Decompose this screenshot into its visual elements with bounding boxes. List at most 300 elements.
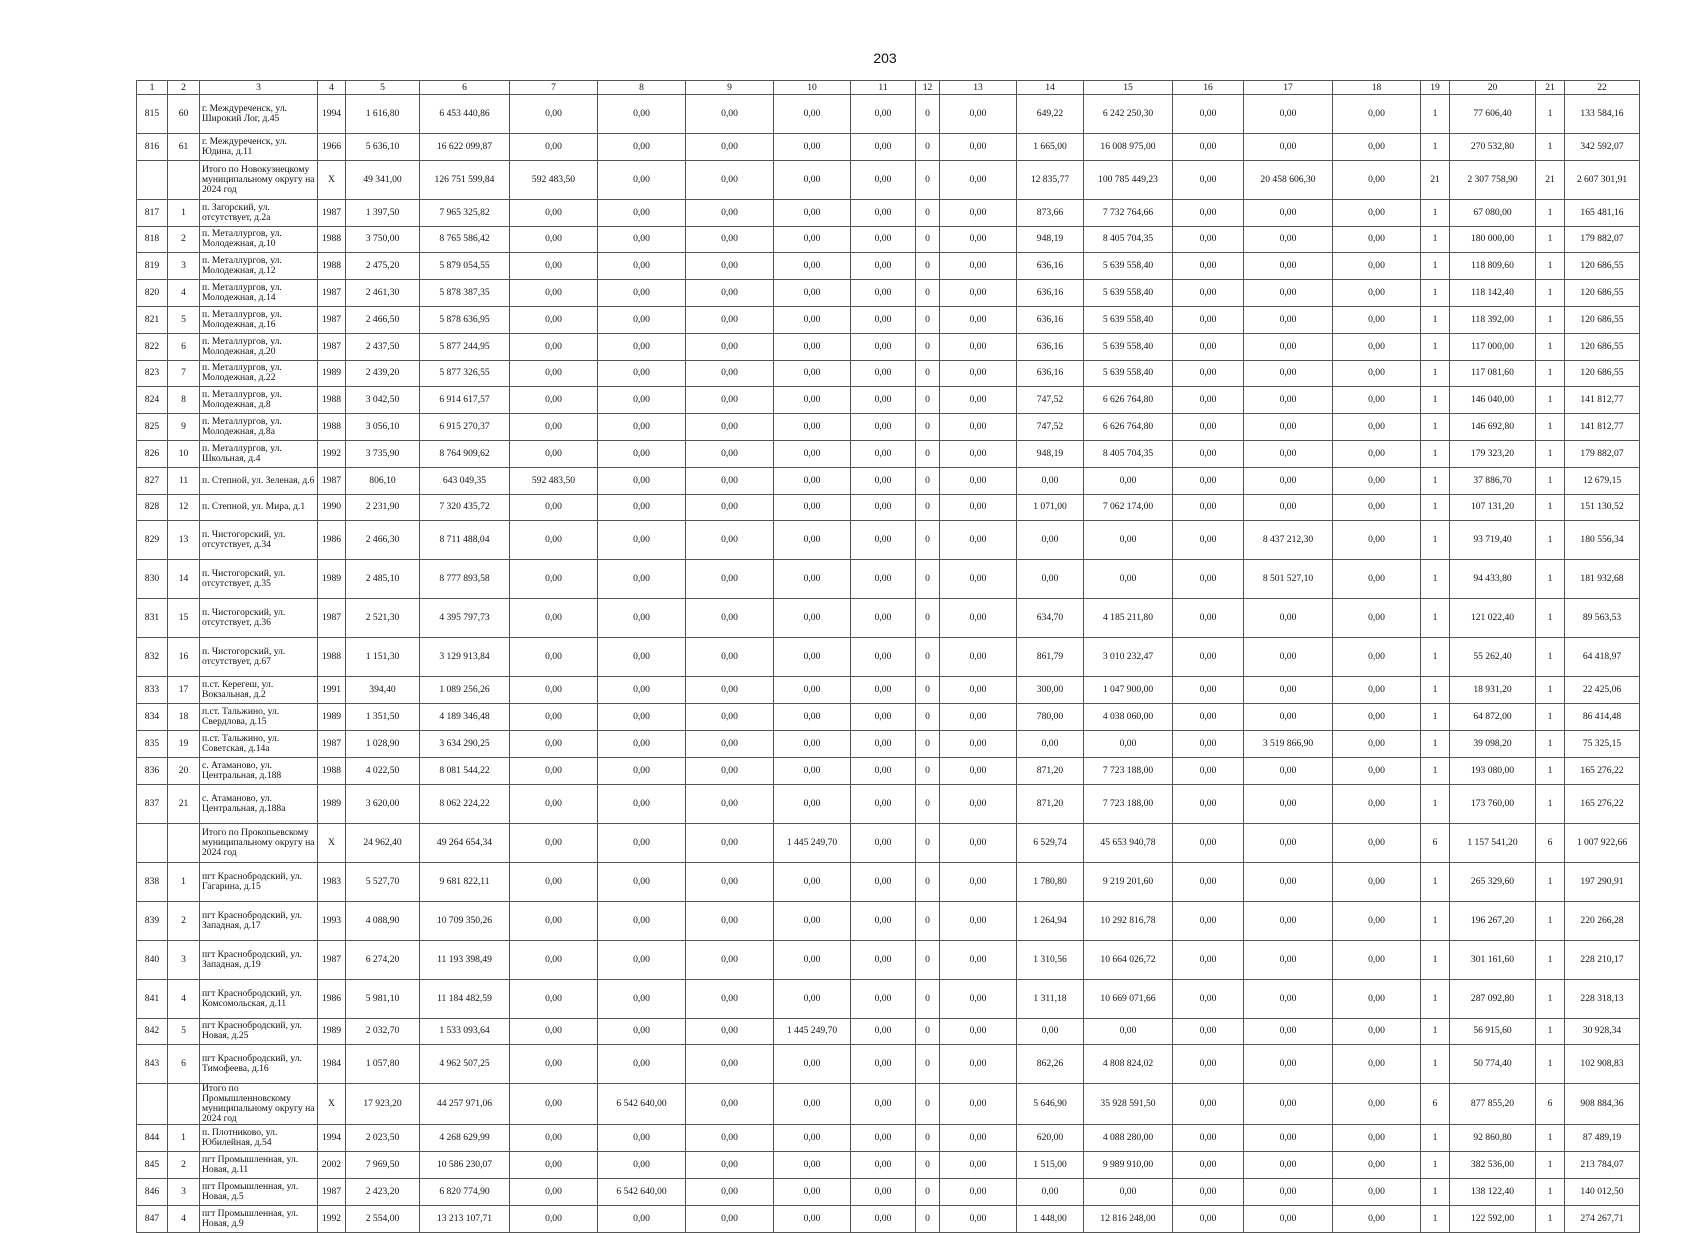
column-header: 7 (510, 81, 598, 95)
table-cell: 8 405 704,35 (1084, 226, 1173, 253)
table-cell: 0,00 (940, 494, 1017, 521)
table-cell: 67 080,00 (1450, 199, 1536, 226)
table-cell: 844 (137, 1125, 168, 1152)
table-cell: 0 (916, 560, 940, 599)
table-cell: 0,00 (598, 1152, 686, 1179)
table-cell: 0,00 (774, 387, 851, 414)
table-cell: 1 445 249,70 (774, 1018, 851, 1045)
table-cell: 24 962,40 (346, 823, 420, 862)
column-header: 8 (598, 81, 686, 95)
column-header: 10 (774, 81, 851, 95)
table-cell: 7 965 325,82 (420, 199, 510, 226)
table-cell: 0,00 (774, 1205, 851, 1232)
table-cell: 0,00 (598, 560, 686, 599)
table-cell: 18 (168, 704, 200, 731)
table-cell: 3 750,00 (346, 226, 420, 253)
table-cell: 10 709 350,26 (420, 901, 510, 940)
table-cell: 0,00 (774, 1045, 851, 1084)
table-cell: 382 536,00 (1450, 1152, 1536, 1179)
table-cell: 141 812,77 (1565, 387, 1640, 414)
table-cell: 0,00 (851, 1125, 916, 1152)
table-row (137, 134, 1640, 161)
table-cell: 0,00 (598, 467, 686, 494)
table-cell: 1 311,18 (1017, 979, 1084, 1018)
table-cell: 0,00 (1173, 1084, 1244, 1125)
total-row (137, 160, 1640, 199)
table-cell: 2 (168, 226, 200, 253)
table-cell: 1 (1421, 306, 1450, 333)
table-cell: 0 (916, 901, 940, 940)
table-cell: 12 (168, 494, 200, 521)
table-cell: 0,00 (774, 730, 851, 757)
table-cell: 4 022,50 (346, 757, 420, 784)
address-cell: пгт Краснобродский, ул. Новая, д.25 (200, 1018, 318, 1045)
address-cell: Итого по Прокопьевскому муниципальному округу на 2024 год (200, 823, 318, 862)
table-cell: 20 458 606,30 (1244, 160, 1333, 199)
table-cell (137, 823, 168, 862)
table-cell: 1994 (318, 95, 346, 134)
table-cell: 4 808 824,02 (1084, 1045, 1173, 1084)
table-cell: 0,00 (774, 160, 851, 199)
table-cell: 0,00 (851, 1152, 916, 1179)
table-row (137, 387, 1640, 414)
table-cell: 5 639 558,40 (1084, 333, 1173, 360)
table-cell: 0 (916, 784, 940, 823)
table-cell: 847 (137, 1205, 168, 1232)
table-cell: 0,00 (510, 677, 598, 704)
table-cell: 0,00 (598, 1125, 686, 1152)
table-cell: 35 928 591,50 (1084, 1084, 1173, 1125)
table-row (137, 1018, 1640, 1045)
table-cell: 948,19 (1017, 226, 1084, 253)
table-cell: 0,00 (940, 862, 1017, 901)
table-cell: 0,00 (686, 1084, 774, 1125)
table-cell: 5 (168, 1018, 200, 1045)
table-cell: 0,00 (1173, 901, 1244, 940)
table-cell: 0 (916, 280, 940, 307)
table-cell: 837 (137, 784, 168, 823)
table-cell: 0,00 (686, 784, 774, 823)
table-cell: 0,00 (686, 979, 774, 1018)
table-cell: 0,00 (774, 784, 851, 823)
table-cell: 830 (137, 560, 168, 599)
table-cell: 0,00 (1333, 1205, 1421, 1232)
table-cell: 0,00 (851, 730, 916, 757)
table-cell: 0,00 (1333, 160, 1421, 199)
table-cell: 0,00 (1244, 1152, 1333, 1179)
table-cell: 0,00 (1244, 704, 1333, 731)
table-cell: 10 669 071,66 (1084, 979, 1173, 1018)
table-row (137, 677, 1640, 704)
table-cell: 45 653 940,78 (1084, 823, 1173, 862)
table-cell: 7 723 188,00 (1084, 784, 1173, 823)
table-cell: 0,00 (1017, 560, 1084, 599)
table-cell: 117 000,00 (1450, 333, 1536, 360)
table-cell: 948,19 (1017, 440, 1084, 467)
table-cell: 0,00 (1173, 730, 1244, 757)
table-cell: 1 351,50 (346, 704, 420, 731)
table-cell: 846 (137, 1178, 168, 1205)
table-cell: 2 439,20 (346, 360, 420, 387)
table-cell: 21 (168, 784, 200, 823)
table-cell: 0,00 (598, 134, 686, 161)
table-cell: 8 777 893,58 (420, 560, 510, 599)
table-cell: 0,00 (686, 599, 774, 638)
table-cell: 3 129 913,84 (420, 638, 510, 677)
table-cell: 64 872,00 (1450, 704, 1536, 731)
table-cell: 0,00 (1333, 1152, 1421, 1179)
table-cell: 0,00 (774, 704, 851, 731)
table-cell: 8 081 544,22 (420, 757, 510, 784)
table-cell: 8 764 909,62 (420, 440, 510, 467)
table-cell: 270 532,80 (1450, 134, 1536, 161)
table-cell: 0,00 (774, 1152, 851, 1179)
table-cell: 4 268 629,99 (420, 1125, 510, 1152)
table-cell: 133 584,16 (1565, 95, 1640, 134)
table-cell: 6 (168, 333, 200, 360)
table-cell: 0,00 (851, 599, 916, 638)
table-cell: 0,00 (1084, 560, 1173, 599)
address-cell: г. Междуреченск, ул. Широкий Лог, д.45 (200, 95, 318, 134)
table-cell: 0,00 (1173, 1125, 1244, 1152)
table-row (137, 199, 1640, 226)
table-cell: 0,00 (940, 333, 1017, 360)
address-cell: пгт Промышленная, ул. Новая, д.9 (200, 1205, 318, 1232)
table-cell: 0,00 (510, 599, 598, 638)
table-cell: 0,00 (686, 862, 774, 901)
table-cell: 0,00 (598, 160, 686, 199)
table-cell: 2 231,90 (346, 494, 420, 521)
table-cell: 0 (916, 704, 940, 731)
table-cell: 0,00 (774, 521, 851, 560)
table-cell: 0,00 (598, 940, 686, 979)
table-cell: 10 (168, 440, 200, 467)
table-cell: 908 884,36 (1565, 1084, 1640, 1125)
table-cell: 1 (1421, 95, 1450, 134)
table-cell: 0,00 (851, 226, 916, 253)
table-row (137, 253, 1640, 280)
table-cell: 3 634 290,25 (420, 730, 510, 757)
table-cell (168, 823, 200, 862)
table-cell: 126 751 599,84 (420, 160, 510, 199)
table-cell: 0,00 (1244, 199, 1333, 226)
table-cell: 845 (137, 1152, 168, 1179)
table-cell: 1 (1421, 467, 1450, 494)
table-row (137, 704, 1640, 731)
table-cell: 1 (1536, 440, 1565, 467)
table-cell: 0,00 (510, 1045, 598, 1084)
table-cell: 118 142,40 (1450, 280, 1536, 307)
table-row (137, 638, 1640, 677)
table-cell: 2 (168, 1152, 200, 1179)
address-cell: с. Атаманово, ул. Центральная, д.188 (200, 757, 318, 784)
table-cell: 1992 (318, 1205, 346, 1232)
table-cell: 2 607 301,91 (1565, 160, 1640, 199)
table-cell: 1 (1421, 940, 1450, 979)
table-cell: 1 515,00 (1017, 1152, 1084, 1179)
table-cell: 0 (916, 979, 940, 1018)
table-cell: 0,00 (510, 730, 598, 757)
column-header: 21 (1536, 81, 1565, 95)
table-cell: 5 639 558,40 (1084, 360, 1173, 387)
table-cell: 18 931,20 (1450, 677, 1536, 704)
address-cell: п. Степной, ул. Мира, д.1 (200, 494, 318, 521)
table-cell: 0,00 (774, 1178, 851, 1205)
table-cell: 0,00 (1244, 979, 1333, 1018)
table-cell: 3 056,10 (346, 414, 420, 441)
table-cell: 87 489,19 (1565, 1125, 1640, 1152)
table-cell: 0,00 (1173, 1045, 1244, 1084)
table-cell: 0,00 (940, 467, 1017, 494)
table-cell: 1 (1536, 677, 1565, 704)
column-header: 2 (168, 81, 200, 95)
table-cell: 117 081,60 (1450, 360, 1536, 387)
table-cell: 180 556,34 (1565, 521, 1640, 560)
table-cell: 1 (1536, 199, 1565, 226)
table-cell: 2 032,70 (346, 1018, 420, 1045)
table-cell: 649,22 (1017, 95, 1084, 134)
table-cell: 0,00 (851, 360, 916, 387)
table-cell: 0,00 (686, 160, 774, 199)
table-cell: 2 307 758,90 (1450, 160, 1536, 199)
table-cell: 1988 (318, 387, 346, 414)
table-cell: 1 (1421, 1018, 1450, 1045)
table-cell: 0,00 (851, 521, 916, 560)
table-cell: 0,00 (851, 280, 916, 307)
table-cell: 636,16 (1017, 333, 1084, 360)
table-cell: 0,00 (1244, 1125, 1333, 1152)
table-cell: 0,00 (940, 226, 1017, 253)
table-cell: 1 (1536, 467, 1565, 494)
table-cell: 0,00 (774, 226, 851, 253)
table-cell: 0,00 (851, 823, 916, 862)
table-cell: 0,00 (1333, 901, 1421, 940)
table-cell: 0,00 (940, 199, 1017, 226)
table-cell: 107 131,20 (1450, 494, 1536, 521)
table-cell: 8 711 488,04 (420, 521, 510, 560)
table-cell: 0,00 (774, 253, 851, 280)
table-cell: 3 735,90 (346, 440, 420, 467)
table-cell: 0,00 (1244, 387, 1333, 414)
table-cell: 0,00 (940, 1125, 1017, 1152)
table-cell: 0,00 (1244, 862, 1333, 901)
table-cell: 1966 (318, 134, 346, 161)
table-cell: 3 519 866,90 (1244, 730, 1333, 757)
table-cell: 0,00 (598, 862, 686, 901)
table-cell: 0,00 (1173, 360, 1244, 387)
table-cell: 20 (168, 757, 200, 784)
table-cell: 0,00 (1333, 599, 1421, 638)
table-cell: 0,00 (598, 306, 686, 333)
table-cell: 0,00 (1333, 360, 1421, 387)
table-cell: 0,00 (598, 1018, 686, 1045)
table-cell: 11 184 482,59 (420, 979, 510, 1018)
table-cell: 1 (1536, 1125, 1565, 1152)
table-cell: 0,00 (1244, 414, 1333, 441)
address-cell: п. Степной, ул. Зеленая, д.6 (200, 467, 318, 494)
table-cell: 0,00 (1333, 199, 1421, 226)
table-cell: 180 000,00 (1450, 226, 1536, 253)
table-row (137, 784, 1640, 823)
table-row (137, 901, 1640, 940)
table-cell: 0,00 (851, 333, 916, 360)
table-row (137, 521, 1640, 560)
table-cell: 0,00 (1173, 823, 1244, 862)
table-cell: 1 (1536, 253, 1565, 280)
table-cell: 0,00 (686, 901, 774, 940)
table-cell: 1987 (318, 1178, 346, 1205)
table-row (137, 360, 1640, 387)
table-cell: 0,00 (1017, 521, 1084, 560)
table-cell: 4 962 507,25 (420, 1045, 510, 1084)
table-cell: 1 (1536, 494, 1565, 521)
table-cell: 0,00 (851, 1045, 916, 1084)
table-cell: 0,00 (510, 704, 598, 731)
table-cell: 0,00 (1333, 414, 1421, 441)
page-number: 203 (873, 50, 897, 66)
table-cell: 0,00 (686, 560, 774, 599)
table-cell: 0,00 (774, 333, 851, 360)
table-cell: 1 (1536, 280, 1565, 307)
table-cell: 0,00 (851, 1084, 916, 1125)
table-cell: 0,00 (851, 704, 916, 731)
table-cell: 0,00 (510, 494, 598, 521)
table-cell: 0 (916, 677, 940, 704)
table-cell: 0,00 (851, 467, 916, 494)
table-cell: 0,00 (940, 757, 1017, 784)
address-cell: Итого по Промышленновскому муниципальному округу на 2024 год (200, 1084, 318, 1125)
table-cell: 7 732 764,66 (1084, 199, 1173, 226)
table-cell: 5 527,70 (346, 862, 420, 901)
table-row (137, 494, 1640, 521)
table-cell: 3 620,00 (346, 784, 420, 823)
table-cell: 0,00 (851, 440, 916, 467)
table-cell: 0 (916, 199, 940, 226)
table-cell: 4 038 060,00 (1084, 704, 1173, 731)
table-cell: 0,00 (851, 134, 916, 161)
table-cell: 4 185 211,80 (1084, 599, 1173, 638)
table-cell: 4 189 346,48 (420, 704, 510, 731)
table-cell: 873,66 (1017, 199, 1084, 226)
table-cell: 165 481,16 (1565, 199, 1640, 226)
table-cell: 1990 (318, 494, 346, 521)
table-cell: 1989 (318, 784, 346, 823)
table-cell: 0,00 (940, 360, 1017, 387)
table-cell: 6 626 764,80 (1084, 387, 1173, 414)
table-cell: 0,00 (1173, 638, 1244, 677)
table-cell: 0,00 (686, 306, 774, 333)
table-cell: 228 210,17 (1565, 940, 1640, 979)
table-cell: 0,00 (598, 95, 686, 134)
table-cell: 0,00 (1244, 440, 1333, 467)
table-cell: 0 (916, 521, 940, 560)
address-cell: п.ст. Тальжино, ул. Советская, д.14а (200, 730, 318, 757)
column-header: 19 (1421, 81, 1450, 95)
table-cell: 1 (1536, 95, 1565, 134)
table-cell: 0,00 (940, 280, 1017, 307)
table-cell: 0,00 (1173, 199, 1244, 226)
table-cell: 0 (916, 333, 940, 360)
table-cell: 0,00 (1173, 677, 1244, 704)
table-cell: 10 586 230,07 (420, 1152, 510, 1179)
table-cell: 138 122,40 (1450, 1178, 1536, 1205)
column-header: 14 (1017, 81, 1084, 95)
table-cell: 228 318,13 (1565, 979, 1640, 1018)
table-cell: 3 010 232,47 (1084, 638, 1173, 677)
table-cell: 0,00 (510, 1152, 598, 1179)
table-cell: 0,00 (774, 134, 851, 161)
address-cell: п. Металлургов, ул. Молодежная, д.8 (200, 387, 318, 414)
table-cell: 843 (137, 1045, 168, 1084)
table-cell: 14 (168, 560, 200, 599)
table-cell: 819 (137, 253, 168, 280)
table-cell: 827 (137, 467, 168, 494)
table-cell: 817 (137, 199, 168, 226)
table-cell: 342 592,07 (1565, 134, 1640, 161)
table-cell: 0 (916, 360, 940, 387)
table-cell: 5 879 054,55 (420, 253, 510, 280)
table-cell: 1 047 900,00 (1084, 677, 1173, 704)
table-cell: 0,00 (1173, 862, 1244, 901)
table-cell: 0,00 (940, 784, 1017, 823)
table-row (137, 414, 1640, 441)
table-cell: 0,00 (510, 333, 598, 360)
table-cell: 0,00 (1333, 784, 1421, 823)
table-cell: 0,00 (851, 414, 916, 441)
column-header: 18 (1333, 81, 1421, 95)
table-cell: 1 151,30 (346, 638, 420, 677)
table-cell: 0,00 (598, 979, 686, 1018)
address-cell: п. Металлургов, ул. Молодежная, д.22 (200, 360, 318, 387)
table-cell: 0,00 (1084, 730, 1173, 757)
table-cell: 0,00 (1244, 638, 1333, 677)
table-cell: 0,00 (1244, 226, 1333, 253)
table-cell: 1 (1536, 599, 1565, 638)
table-cell: 0,00 (940, 414, 1017, 441)
table-cell: 120 686,55 (1565, 360, 1640, 387)
table-cell: 0,00 (598, 494, 686, 521)
table-cell: 0,00 (1244, 306, 1333, 333)
table-cell: 0,00 (1173, 757, 1244, 784)
table-cell: 1 057,80 (346, 1045, 420, 1084)
table-cell: 6 453 440,86 (420, 95, 510, 134)
table-cell: 0,00 (686, 1205, 774, 1232)
table-cell: 5 636,10 (346, 134, 420, 161)
table-cell: 151 130,52 (1565, 494, 1640, 521)
table-cell: 86 414,48 (1565, 704, 1640, 731)
table-cell: 0,00 (1173, 414, 1244, 441)
table-cell: 0,00 (1173, 940, 1244, 979)
table-cell: 1 310,56 (1017, 940, 1084, 979)
table-cell: 0,00 (598, 1045, 686, 1084)
table-cell: 6 (168, 1045, 200, 1084)
table-cell: 0,00 (774, 862, 851, 901)
table-cell: 213 784,07 (1565, 1152, 1640, 1179)
table-cell: 1 157 541,20 (1450, 823, 1536, 862)
table-cell: 102 908,83 (1565, 1045, 1640, 1084)
table-cell: 1 089 256,26 (420, 677, 510, 704)
table-cell: 0,00 (598, 901, 686, 940)
table-cell: 0,00 (1244, 677, 1333, 704)
table-cell: 1 (1421, 730, 1450, 757)
address-cell: п. Металлургов, ул. Молодежная, д.20 (200, 333, 318, 360)
table-cell: 823 (137, 360, 168, 387)
table-cell: 0,00 (774, 599, 851, 638)
table-cell: 815 (137, 95, 168, 134)
table-cell: 0,00 (686, 253, 774, 280)
table-cell: 592 483,50 (510, 467, 598, 494)
table-cell: 0,00 (851, 862, 916, 901)
